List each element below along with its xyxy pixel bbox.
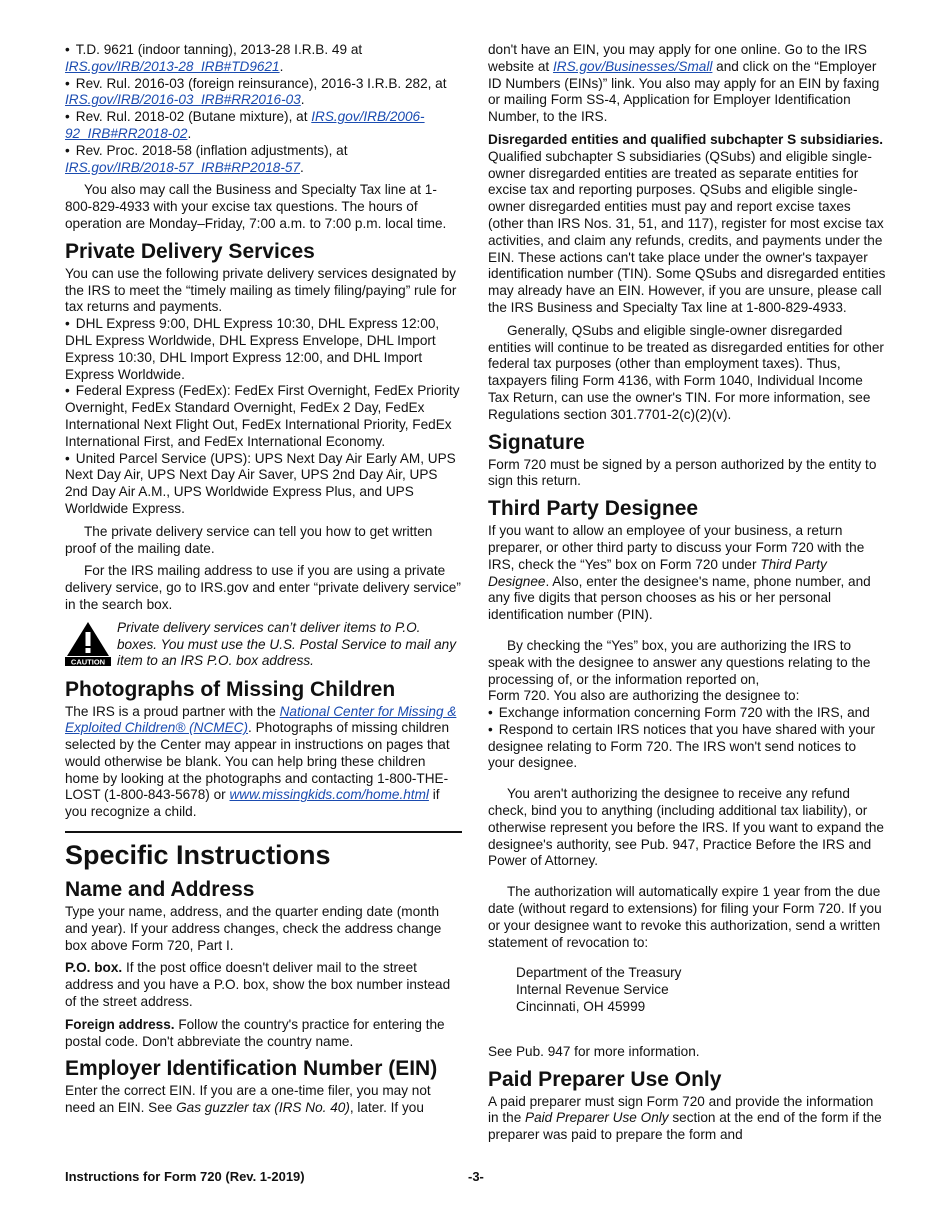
name-address-heading: Name and Address [65, 878, 255, 902]
third-party-paragraph: If you want to allow an employee of your business, a return preparer, or other third party to discuss your Form 720 with the IRS, check the “Yes” box on Form 720 under Third Party Designee. Also, enter the designee's name, phone number, and any five digits that person chooses as his or her personal identification number (PIN). [488, 523, 871, 623]
third-party-designee-heading: Third Party Designee [488, 497, 699, 521]
list-item: • DHL Express 9:00, DHL Express 10:30, DHL Express 12:00, DHL Express Worldwide, DHL Express Envelope, DHL Import Express 10:30, DHL Import Express 12:00, and DHL Import Express Worldwide. [65, 316, 462, 383]
ncmec-link[interactable]: National Center for Missing & Exploited Children® (NCMEC) [65, 703, 457, 736]
list-item: • Exchange information concerning Form 720 with the IRS, and [488, 705, 886, 722]
caution-icon [65, 620, 111, 671]
list-item: • Rev. Rul. 2018-02 (Butane mixture), at IRS.gov/IRB/2006-92_IRB#RR2018-02. [65, 109, 462, 143]
foreign-address-paragraph: Foreign address. Follow the country's practice for entering the postal code. Don't abbreviate the country name. [65, 1016, 445, 1049]
not-authorizing-paragraph: You aren't authorizing the designee to receive any refund check, bind you to anything (including additional tax liability), or otherwise represent you before the IRS. If you want to expand the designee's authority, see Pub. 947, Practice Before the IRS and Power of Attorney. [488, 786, 884, 869]
private-delivery-heading: Private Delivery Services [65, 239, 315, 263]
left-column [65, 42, 462, 1117]
pds-intro: You can use the following private delivery services designated by the IRS to meet the “timely mailing as timely filing/paying” rule for tax returns and payments. [65, 265, 457, 315]
page-footer [65, 1169, 886, 1184]
section-divider [65, 831, 462, 833]
address-line: Internal Revenue Service [516, 982, 669, 998]
irb-link-rp2018-57[interactable]: IRS.gov/IRB/2018-57_IRB#RP2018-57 [65, 159, 301, 175]
signature-paragraph: Form 720 must be signed by a person authorized by the entity to sign this return. [488, 456, 877, 489]
mailing-address [516, 965, 886, 1015]
disregarded-entities-paragraph: Disregarded entities and qualified subchapter S subsidiaries. Qualified subchapter S subsidiaries (QSubs) and eligible single-owner disregarded entities are treated as separate entities for excise tax and reporting purposes. QSubs and eligible single-owner disregarded entities must pay and report excise taxes (other than IRS Nos. 31, 51, and 117), register for most excise tax activities, and claim any refunds, credits, and payments under the EIN. These actions can't take place under the owner's taxpayer identification number (TIN). Some QSubs and disregarded entities may already have an EIN. However, if you are unsure, please call the IRS Business and Specialty Tax line at 1-800-829-4933. [488, 131, 886, 315]
list-item: • Respond to certain IRS notices that you have shared with your designee relating to Form 720. The IRS won't send notices to your designee. [488, 722, 886, 772]
expire-paragraph: The authorization will automatically expire 1 year from the due date (without regard to extensions) for filing your Form 720. If you or your designee want to revoke this authorization, send a written statement of revocation to: [488, 884, 882, 950]
list-item: • T.D. 9621 (indoor tanning), 2013-28 I.R.B. 49 at IRS.gov/IRB/2013-28_IRB#TD9621. [65, 42, 462, 76]
specific-instructions-heading: Specific Instructions [65, 840, 331, 871]
ein-continued-paragraph: don't have an EIN, you may apply for one online. Go to the IRS website at IRS.gov/Businesses/Small and click on the “Employer ID Numbers (EINs)” link. You also may apply for an EIN by faxing or mailing Form SS-4, Application for Employer Identification Number, to the IRS. [488, 42, 880, 125]
ein-paragraph: Enter the correct EIN. If you are a one-time filer, you may not need an EIN. See Gas guzzler tax (IRS No. 40), later. If you [65, 1083, 431, 1116]
paid-preparer-heading: Paid Preparer Use Only [488, 1067, 722, 1091]
svg-text:CAUTION: CAUTION [70, 657, 106, 666]
page-number: -3- [468, 1169, 484, 1184]
list-item: • United Parcel Service (UPS): UPS Next Day Air Early AM, UPS Next Day Air, UPS Next Day Air Saver, UPS 2nd Day Air, UPS 2nd Day Air A.M., UPS Worldwide Express Plus, and UPS Worldwide Express. [65, 451, 462, 518]
caution-text: Private delivery services can’t deliver items to P.O. boxes. You must use the U.S. Postal Service to mail any item to an IRS P.O. box address. [117, 619, 457, 669]
signature-heading: Signature [488, 430, 585, 454]
checking-yes-paragraph: By checking the “Yes” box, you are authorizing the IRS to speak with the designee to answer any questions relating to the processing of, or the information reported on, [488, 637, 871, 687]
irs-small-business-link[interactable]: IRS.gov/Businesses/Small [552, 58, 713, 74]
tax-line-paragraph: You also may call the Business and Specialty Tax line at 1-800-829-4933 with your excise tax questions. The hours of operation are Monday–Friday, 7:00 a.m. to 7:00 p.m. local time. [65, 182, 447, 231]
caution-note [65, 620, 462, 671]
irb-link-rr2018-02[interactable]: IRS.gov/IRB/2006-92_IRB#RR2018-02 [65, 109, 425, 141]
pds-address-paragraph: For the IRS mailing address to use if you are using a private delivery service, go to IRS.gov and enter “private delivery service” in the search box. [65, 563, 461, 612]
paid-preparer-paragraph: A paid preparer must sign Form 720 and provide the information in the Paid Preparer Use Only section at the end of the form if the preparer was paid to prepare the form and [488, 1093, 882, 1143]
list-item: • Federal Express (FedEx): FedEx First Overnight, FedEx Priority Overnight, FedEx Standard Overnight, FedEx 2 Day, FedEx International Next Flight Out, FedEx International Priority, FedEx International First, and FedEx International Economy. [65, 383, 462, 450]
missing-children-heading: Photographs of Missing Children [65, 677, 396, 701]
address-line: Department of the Treasury [516, 965, 682, 981]
missingkids-link[interactable]: www.missingkids.com/home.html [229, 787, 429, 803]
irb-link-td9621[interactable]: IRS.gov/IRB/2013-28_IRB#TD9621 [65, 58, 280, 74]
pds-proof-paragraph: The private delivery service can tell you how to get written proof of the mailing date. [65, 523, 433, 556]
name-address-paragraph: Type your name, address, and the quarter ending date (month and year). If your address changes, check the address change box above Form 720, Part I. [65, 904, 442, 953]
footer-title: Instructions for Form 720 (Rev. 1-2019) [65, 1169, 305, 1184]
pobox-paragraph: P.O. box. If the post office doesn't deliver mail to the street address and you have a P.O. box, show the box number instead of the street address. [65, 960, 451, 1010]
generally-paragraph: Generally, QSubs and eligible single-owner disregarded entities will continue to be treated as disregarded entities for other federal tax purposes (other than employment taxes). Thus, taxpayers filing Form 4136, with Form 1040, Individual Income Tax Return, can use the owner's TIN. For more information, see Regulations section 301.7701-2(c)(2)(v). [488, 322, 884, 422]
right-column [488, 42, 886, 1144]
irb-link-rr2016-03[interactable]: IRS.gov/IRB/2016-03_IRB#RR2016-03 [65, 92, 301, 108]
list-item: • Rev. Rul. 2016-03 (foreign reinsurance), 2016-3 I.R.B. 282, at IRS.gov/IRB/2016-03_IRB#RR2016-03. [65, 76, 462, 110]
see-pub-paragraph: See Pub. 947 for more information. [488, 1043, 700, 1059]
address-line: Cincinnati, OH 45999 [516, 999, 646, 1015]
irb-references-list [65, 42, 462, 176]
ein-heading: Employer Identification Number (EIN) [65, 1057, 438, 1081]
missing-children-paragraph: The IRS is a proud partner with the National Center for Missing & Exploited Children® (NCMEC). Photographs of missing children selected by the Center may appear in instructions on pages that would otherwise be blank. You can help bring these children home by looking at the photographs and contacting 1-800-THE-LOST (1-800-843-5678) or www.missingkids.com/home.html if you recognize a child. [65, 703, 457, 820]
checking-yes-paragraph-cont: Form 720. You also are authorizing the designee to: [488, 688, 800, 704]
list-item: • Rev. Proc. 2018-58 (inflation adjustments), at IRS.gov/IRB/2018-57_IRB#RP2018-57. [65, 143, 462, 177]
